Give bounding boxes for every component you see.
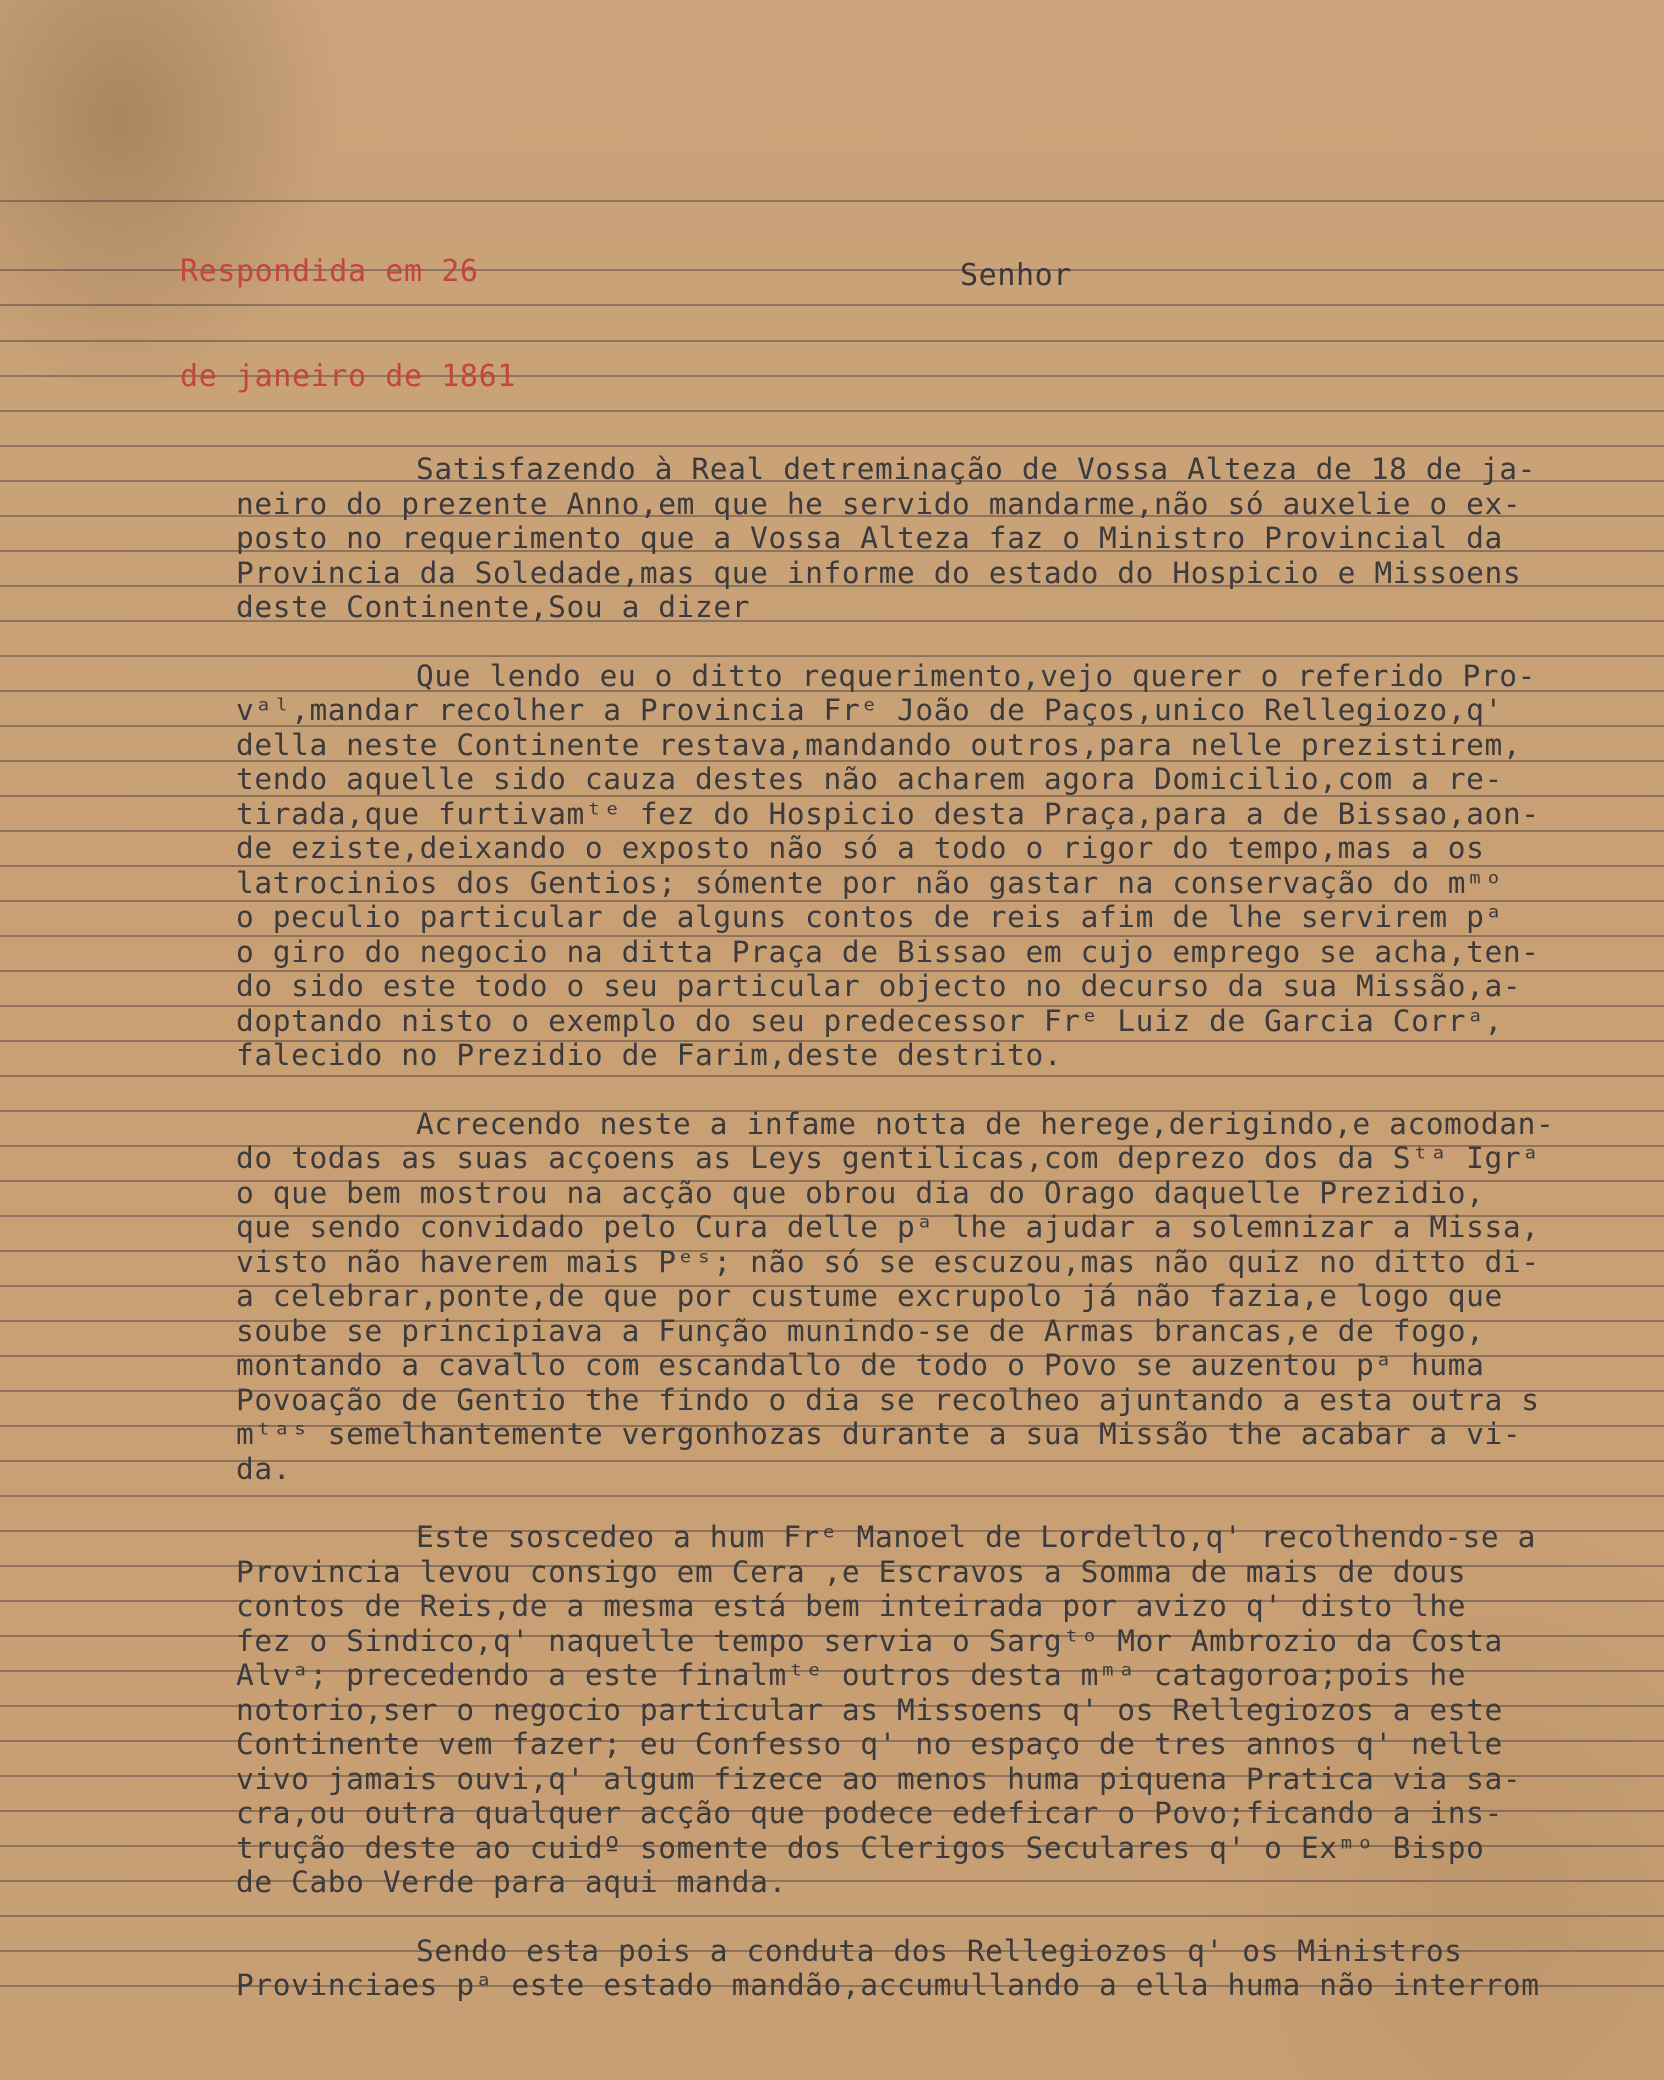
text-line: cra,ou outra qualquer acção que podece edeficar o Povo;ficando a ins- [236, 1796, 1503, 1830]
paragraph [236, 1934, 1656, 2003]
text-line: doptando nisto o exemplo do seu predecessor Frᵉ Luiz de Garcia Corrᵃ, [236, 1003, 1503, 1038]
text-line: montando a cavallo com escandallo de todo o Povo se auzentou pᵃ huma [236, 1348, 1485, 1382]
reply-annotation [180, 184, 516, 464]
text-line: notorio,ser o negocio particular as Missoens q' os Rellegiozos a este [236, 1692, 1503, 1727]
text-line: Que lendo eu o ditto requerimento,vejo querer o referido Pro- [416, 658, 1536, 693]
text-line: o que bem mostrou na acção que obrou dia do Orago daquelle Prezidio, [236, 1175, 1485, 1210]
text-line: do sido este todo o seu particular objecto no decurso da sua Missão,a- [236, 969, 1522, 1003]
text-line: da. [236, 1451, 292, 1486]
reply-annotation-line-1: Respondida em 26 [180, 254, 479, 289]
text-line: Continente vem fazer; eu Confesso q' no espaço de tres annos q' nelle [236, 1727, 1503, 1761]
text-line: que sendo convidado pelo Cura delle pᵃ lhe ajudar a solemnizar a Missa, [236, 1210, 1540, 1244]
text-line: Provincia da Soledade,mas que informe do estado do Hospicio e Missoens [236, 555, 1522, 590]
text-line: do todas as suas acçoens as Leys gentilicas,com deprezo dos da Sᵗᵃ Igrᵃ [236, 1141, 1540, 1175]
text-line: Alvᵃ; precedendo a este finalmᵗᵉ outros desta mᵐᵃ catagoroa;pois he [236, 1658, 1467, 1692]
text-line: trução deste ao cuidº somente dos Clerigos Seculares q' o Exᵐᵒ Bispo [236, 1830, 1485, 1865]
text-line: o peculio particular de alguns contos de reis afim de lhe servirem pᵃ [236, 900, 1503, 934]
text-line: soube se principiava a Função munindo-se de Armas brancas,e de fogo, [236, 1313, 1485, 1348]
text-line: vivo jamais ouvi,q' algum fizece ao menos huma piquena Pratica via sa- [236, 1761, 1522, 1796]
text-line: o giro do negocio na ditta Praça de Bissao em cujo emprego se acha,ten- [236, 934, 1540, 969]
text-line: Povoação de Gentio the findo o dia se recolheo ajuntando a esta outra s [236, 1382, 1540, 1417]
text-line: Acrecendo neste a infame notta de herege,derigindo,e acomodan- [416, 1106, 1555, 1141]
paragraph [236, 1520, 1656, 1900]
text-line: mᵗᵃˢ semelhantemente vergonhozas durante a sua Missão the acabar a vi- [236, 1417, 1522, 1451]
salutation: Senhor [960, 258, 1072, 293]
reply-annotation-line-2: de janeiro de 1861 [180, 359, 516, 394]
text-line: neiro do prezente Anno,em que he servido mandarme,não só auxelie o ex- [236, 486, 1522, 521]
text-line: latrocinios dos Gentios; sómente por não gastar na conservação do mᵐᵒ [236, 865, 1503, 900]
text-line: de Cabo Verde para aqui manda. [236, 1865, 787, 1899]
text-line: tirada,que furtivamᵗᵉ fez do Hospicio desta Praça,para a de Bissao,aon- [236, 796, 1540, 831]
text-line: Provincia levou consigo em Cera ,e Escravos a Somma de mais de dous [236, 1554, 1467, 1589]
text-line: Provinciaes pᵃ este estado mandão,accumullando a ella huma não interrom [236, 1968, 1540, 2002]
text-line: Sendo esta pois a conduta dos Rellegiozos q' os Ministros [416, 1933, 1463, 1968]
letter-body [236, 452, 1656, 2037]
text-line: visto não haverem mais Pᵉˢ; não só se escuzou,mas não quiz no ditto di- [236, 1244, 1540, 1279]
text-line: Este soscedeo a hum Frᵉ Manoel de Lordello,q' recolhendo-se a [416, 1520, 1536, 1554]
paragraph [236, 452, 1656, 625]
text-line: falecido no Prezidio de Farim,deste destrito. [236, 1038, 1063, 1072]
text-line: Satisfazendo à Real detreminação de Vossa Alteza de 18 de ja- [416, 452, 1536, 486]
text-line: vᵃˡ,mandar recolher a Provincia Frᵉ João de Paços,unico Rellegiozo,q' [236, 693, 1503, 727]
text-line: contos de Reis,de a mesma está bem inteirada por avizo q' disto lhe [236, 1589, 1467, 1623]
text-line: de eziste,deixando o exposto não só a todo o rigor do tempo,mas a os [236, 831, 1485, 865]
paragraph [236, 1107, 1656, 1487]
text-line: tendo aquelle sido cauza destes não acharem agora Domicilio,com a re- [236, 762, 1503, 796]
text-line: fez o Sindico,q' naquelle tempo servia o Sargᵗᵒ Mor Ambrozio da Costa [236, 1623, 1503, 1658]
text-line: della neste Continente restava,mandando outros,para nelle prezistirem, [236, 727, 1522, 762]
paragraph [236, 659, 1656, 1073]
text-line: deste Continente,Sou a dizer [236, 590, 751, 624]
text-line: a celebrar,ponte,de que por custume excrupolo já não fazia,e logo que [236, 1279, 1503, 1313]
text-line: posto no requerimento que a Vossa Alteza faz o Ministro Provincial da [236, 521, 1503, 555]
